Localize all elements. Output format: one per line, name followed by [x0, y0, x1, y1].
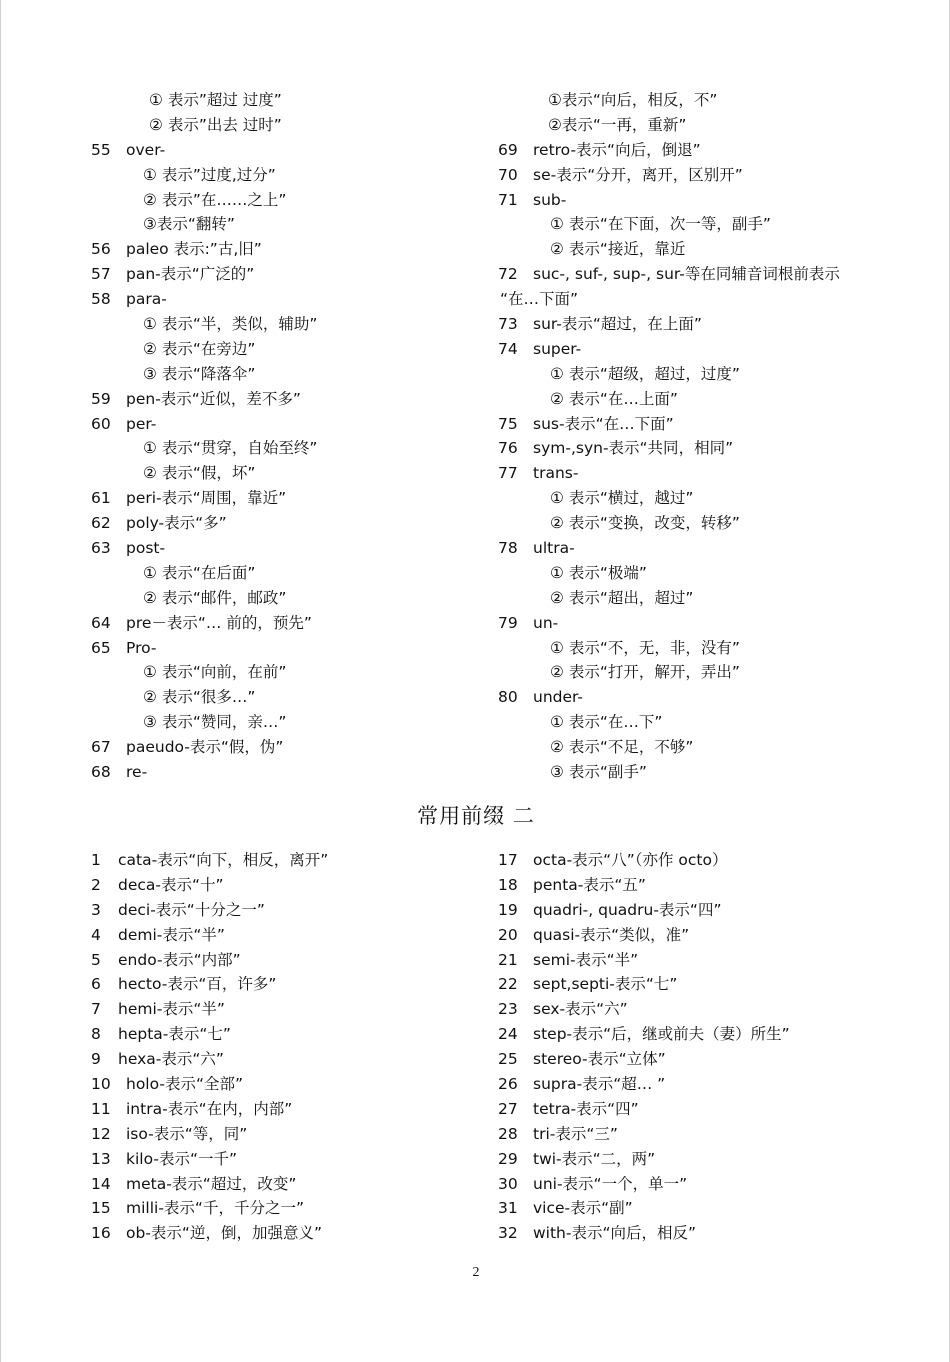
entry-number: 7 [91, 1000, 101, 1019]
prefix-meaning: ② 表示“在…上面” [550, 389, 678, 408]
entry-text: quasi-表示“类似，准” [533, 925, 690, 944]
prefix-meaning: ① 表示“半，类似，辅助” [143, 315, 318, 334]
entry-text: holo-表示“全部” [126, 1075, 244, 1094]
prefix-entry [498, 611, 918, 636]
prefix-entry [91, 1147, 491, 1172]
prefix-meaning: ② 表示“邮件，邮政” [143, 588, 287, 607]
prefix-entry [498, 1196, 918, 1221]
entry-text: sur-表示“超过，在上面” [533, 315, 702, 334]
entry-text: iso-表示“等，同” [126, 1124, 248, 1143]
prefix-entry [91, 486, 481, 511]
entry-number: 10 [91, 1075, 111, 1094]
entry-number: 24 [498, 1025, 518, 1044]
entry-number: 20 [498, 925, 518, 944]
entry-text: octa-表示“八”（亦作 octo） [533, 851, 728, 869]
prefix-meaning: ① 表示“横过，越过” [550, 489, 694, 508]
prefix-meaning: ① 表示”过度,过分” [143, 165, 276, 184]
entry-number: 78 [498, 539, 518, 558]
entry-text: intra-表示“在内，内部” [126, 1099, 293, 1118]
entry-number: 61 [91, 489, 111, 508]
entry-number: 72 [498, 265, 518, 284]
entry-text: milli-表示“千，千分之一” [126, 1199, 304, 1218]
prefix-entry [498, 262, 918, 287]
prefix-entry [498, 1172, 918, 1197]
entry-number: 60 [91, 414, 111, 433]
entry-number: 26 [498, 1075, 518, 1094]
entry-number: 2 [91, 875, 101, 894]
entry-number: 30 [498, 1174, 518, 1193]
prefix-entry [91, 1196, 491, 1221]
entry-number: 56 [91, 240, 111, 259]
entry-text: tri-表示“三” [533, 1124, 618, 1143]
entry-text: trans- [533, 464, 579, 483]
entry-text: peri-表示“周围，靠近” [126, 489, 287, 508]
prefix-meaning: ① 表示“在…下” [550, 713, 663, 732]
prefix-entry [498, 873, 918, 898]
prefix-entry [91, 262, 481, 287]
entry-number: 27 [498, 1099, 518, 1118]
entry-number: 15 [91, 1199, 111, 1218]
entry-text: sept,septi-表示“七” [533, 975, 678, 994]
entry-text: over- [126, 140, 166, 159]
prefix-list-two-right-column [498, 848, 918, 1246]
entry-text: kilo-表示“一千” [126, 1149, 238, 1168]
entry-text: sub- [533, 190, 567, 209]
entry-number: 79 [498, 613, 518, 632]
entry-text: with-表示“向后，相反” [533, 1224, 697, 1243]
prefix-meaning: ③ 表示“降落伞” [143, 364, 256, 383]
entry-text: ultra- [533, 539, 575, 558]
entry-text: under- [533, 688, 583, 707]
entry-number: 23 [498, 1000, 518, 1019]
prefix-entry [498, 312, 918, 337]
prefix-entry [498, 972, 918, 997]
entry-number: 71 [498, 190, 518, 209]
entry-text: para- [126, 290, 167, 309]
entry-text: step-表示“后，继或前夫（妻）所生” [533, 1025, 790, 1044]
prefix-meaning: ② 表示”出去 过时” [149, 115, 282, 134]
entry-number: 8 [91, 1025, 101, 1044]
prefix-entry [498, 412, 918, 437]
entry-number: 4 [91, 925, 101, 944]
prefix-meaning: ② 表示“变换，改变，转移” [550, 514, 740, 533]
entry-text: poly-表示“多” [126, 514, 227, 533]
prefix-meaning: ① 表示“在下面，次一等，副手” [550, 215, 771, 234]
prefix-entry [91, 138, 481, 163]
prefix-list-left-column [91, 88, 481, 785]
entry-number: 11 [91, 1099, 111, 1118]
entry-number: 58 [91, 290, 111, 309]
prefix-meaning: ①表示“向后，相反，不” [548, 91, 718, 109]
entry-text: sex-表示“六” [533, 1000, 628, 1019]
prefix-entry [498, 436, 918, 461]
prefix-meaning: ② 表示“超出，超过” [550, 588, 694, 607]
entry-number: 32 [498, 1224, 518, 1243]
entry-text: re- [126, 763, 148, 782]
prefix-entry [498, 1072, 918, 1097]
entry-text: quadri-, quadru-表示“四” [533, 900, 722, 919]
entry-text: post- [126, 539, 166, 558]
prefix-meaning: ③ 表示“赞同，亲…” [143, 713, 287, 732]
section-heading: 常用前缀 二 [417, 804, 535, 828]
entry-text: deca-表示“十” [118, 875, 224, 894]
prefix-entry [91, 1172, 491, 1197]
entry-text: tetra-表示“四” [533, 1099, 639, 1118]
entry-number: 55 [91, 140, 111, 159]
entry-text: endo-表示“内部” [118, 950, 241, 969]
prefix-meaning: ① 表示“在后面” [143, 563, 256, 582]
entry-number: 57 [91, 265, 111, 284]
prefix-entry [498, 461, 918, 486]
prefix-entry [91, 1221, 491, 1246]
prefix-entry [91, 536, 481, 561]
prefix-meaning: ② 表示“很多…” [143, 688, 256, 707]
prefix-entry [91, 636, 481, 661]
prefix-entry [498, 1221, 918, 1246]
entry-number: 21 [498, 950, 518, 969]
prefix-meaning: ②表示“一再，重新” [548, 115, 687, 134]
prefix-entry [91, 237, 481, 262]
prefix-entry [91, 1022, 491, 1047]
entry-number: 29 [498, 1149, 518, 1168]
entry-number: 6 [91, 975, 101, 994]
prefix-list-two-left-column [91, 848, 491, 1246]
prefix-entry [91, 1122, 491, 1147]
entry-text: sym-,syn-表示“共同，相同” [533, 439, 734, 458]
entry-text: hexa-表示“六” [118, 1050, 224, 1069]
entry-text: uni-表示“一个，单一” [533, 1174, 688, 1193]
entry-number: 63 [91, 539, 111, 558]
entry-number: 73 [498, 315, 518, 334]
entry-number: 69 [498, 140, 518, 159]
entry-number: 5 [91, 950, 101, 969]
entry-number: 31 [498, 1199, 518, 1218]
prefix-entry [498, 1097, 918, 1122]
entry-text: hepta-表示“七” [118, 1025, 231, 1044]
entry-number: 80 [498, 688, 518, 707]
prefix-meaning: ① 表示“向前，在前” [143, 663, 287, 682]
entry-continuation: “在…下面” [500, 290, 579, 309]
entry-text: cata-表示“向下，相反，离开” [118, 851, 329, 869]
entry-text: sus-表示“在…下面” [533, 414, 674, 433]
entry-text: meta-表示“超过，改变” [126, 1174, 297, 1193]
prefix-entry [91, 735, 481, 760]
entry-text: stereo-表示“立体” [533, 1050, 666, 1069]
prefix-entry [91, 511, 481, 536]
entry-text: supra-表示“超… ” [533, 1075, 666, 1094]
entry-number: 75 [498, 414, 518, 433]
entry-number: 68 [91, 763, 111, 782]
entry-text: se-表示“分开，离开，区别开” [533, 165, 743, 184]
entry-number: 74 [498, 339, 518, 358]
entry-text: deci-表示“十分之一” [118, 900, 265, 919]
prefix-meaning: ② 表示“不足，不够” [550, 738, 694, 757]
prefix-meaning: ② 表示”在……之上” [143, 190, 287, 209]
prefix-entry [91, 1097, 491, 1122]
entry-number: 1 [91, 851, 101, 869]
prefix-entry [91, 760, 481, 785]
prefix-entry [498, 1022, 918, 1047]
prefix-meaning: ② 表示“接近，靠近 [550, 240, 686, 259]
prefix-meaning: ② 表示“在旁边” [143, 339, 256, 358]
prefix-meaning: ① 表示“贯穿，自始至终” [143, 439, 318, 458]
prefix-entry [498, 923, 918, 948]
entry-number: 9 [91, 1050, 101, 1069]
prefix-list-right-column [498, 88, 918, 785]
prefix-entry [91, 873, 491, 898]
prefix-entry [498, 188, 918, 213]
prefix-meaning: ① 表示“不，无，非，没有” [550, 638, 740, 657]
prefix-entry [498, 1122, 918, 1147]
prefix-meaning: ③表示“翻转” [143, 215, 235, 234]
entry-text: super- [533, 339, 582, 358]
entry-number: 62 [91, 514, 111, 533]
entry-number: 70 [498, 165, 518, 184]
entry-number: 67 [91, 738, 111, 757]
entry-number: 3 [91, 900, 101, 919]
entry-number: 28 [498, 1124, 518, 1143]
prefix-entry [91, 287, 481, 312]
entry-text: suc-, suf-, sup-, sur-等在同辅音词根前表示 [533, 265, 840, 284]
entry-text: hemi-表示“半” [118, 1000, 225, 1019]
prefix-entry [498, 1047, 918, 1072]
prefix-entry [498, 536, 918, 561]
entry-number: 59 [91, 389, 111, 408]
prefix-meaning: ② 表示“打开，解开，弄出” [550, 663, 740, 682]
prefix-meaning: ③ 表示“副手” [550, 763, 647, 782]
entry-number: 65 [91, 638, 111, 657]
entry-number: 64 [91, 613, 111, 632]
prefix-entry [91, 848, 491, 873]
prefix-entry [91, 972, 491, 997]
prefix-entry [498, 138, 918, 163]
prefix-entry [91, 611, 481, 636]
entry-number: 77 [498, 464, 518, 483]
prefix-entry [91, 997, 491, 1022]
entry-text: demi-表示“半” [118, 925, 225, 944]
prefix-entry [498, 163, 918, 188]
prefix-entry [91, 387, 481, 412]
prefix-meaning: ① 表示”超过 过度” [149, 91, 282, 109]
entry-number: 22 [498, 975, 518, 994]
entry-text: vice-表示“副” [533, 1199, 633, 1218]
prefix-entry [91, 898, 491, 923]
entry-text: pen-表示“近似，差不多” [126, 389, 301, 408]
prefix-entry [498, 337, 918, 362]
entry-number: 76 [498, 439, 518, 458]
entry-number: 25 [498, 1050, 518, 1069]
prefix-entry [498, 948, 918, 973]
prefix-entry [91, 923, 491, 948]
entry-number: 12 [91, 1124, 111, 1143]
entry-text: paleo 表示:”古,旧” [126, 240, 262, 259]
prefix-entry [498, 685, 918, 710]
entry-text: ob-表示“逆，倒，加强意义” [126, 1224, 322, 1243]
prefix-meaning: ① 表示“极端” [550, 563, 647, 582]
prefix-entry [498, 997, 918, 1022]
entry-number: 18 [498, 875, 518, 894]
entry-text: retro-表示“向后，倒退” [533, 140, 701, 159]
entry-number: 19 [498, 900, 518, 919]
entry-text: pre－表示“… 前的，预先” [126, 613, 312, 632]
prefix-meaning: ② 表示“假，坏” [143, 464, 256, 483]
prefix-entry [91, 948, 491, 973]
entry-number: 14 [91, 1174, 111, 1193]
prefix-entry [498, 1147, 918, 1172]
prefix-entry [498, 898, 918, 923]
entry-text: per- [126, 414, 157, 433]
entry-number: 16 [91, 1224, 111, 1243]
entry-text: paeudo-表示“假，伪” [126, 738, 284, 757]
page-number: 2 [472, 1265, 480, 1280]
entry-text: pan-表示“广泛的” [126, 265, 255, 284]
prefix-entry [498, 848, 918, 873]
prefix-entry [91, 412, 481, 437]
entry-number: 13 [91, 1149, 111, 1168]
prefix-meaning: ① 表示“超级，超过，过度” [550, 364, 740, 383]
entry-text: hecto-表示“百，许多” [118, 975, 277, 994]
prefix-entry [91, 1072, 491, 1097]
entry-number: 17 [498, 851, 518, 869]
entry-text: penta-表示“五” [533, 875, 646, 894]
entry-text: un- [533, 613, 559, 632]
prefix-entry [91, 1047, 491, 1072]
entry-text: semi-表示“半” [533, 950, 639, 969]
entry-text: Pro- [126, 638, 157, 657]
entry-text: twi-表示“二，两” [533, 1149, 656, 1168]
